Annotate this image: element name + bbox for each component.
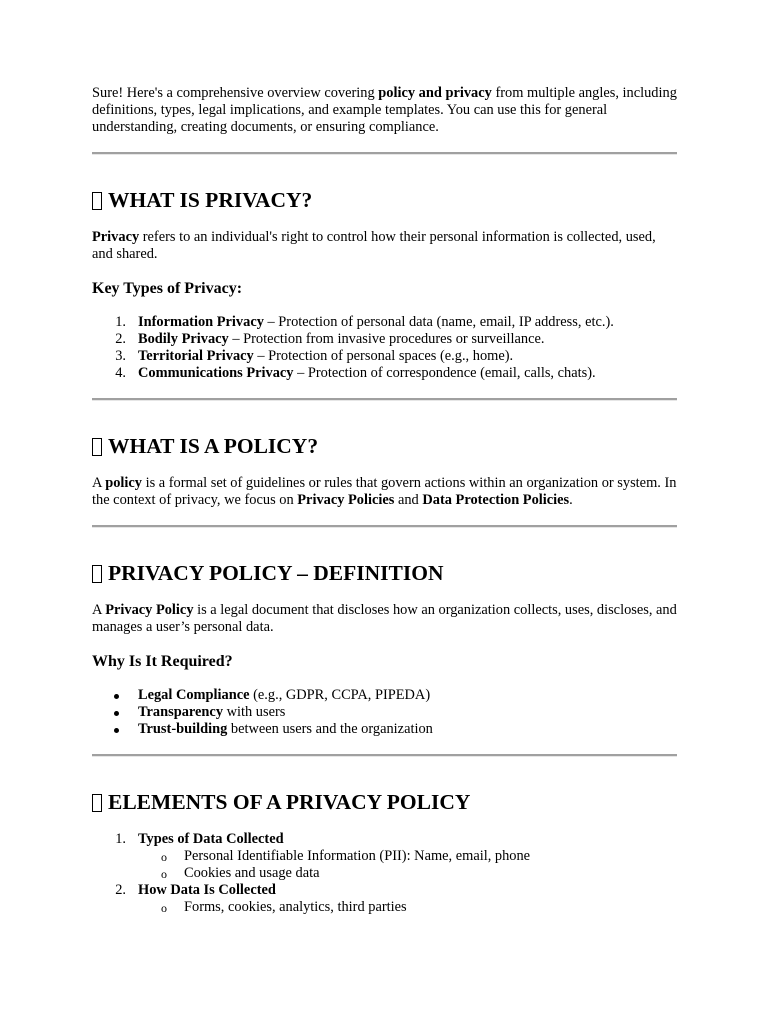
section-heading-elements: ELEMENTS OF A PRIVACY POLICY (92, 789, 677, 815)
missing-glyph-icon (92, 565, 102, 583)
privacy-policy-definition: A Privacy Policy is a legal document that discloses how an organization collects, uses, discloses, and manages a user’s personal data. (92, 602, 677, 635)
sub-list-item: o Personal Identifiable Information (PII): Name, email, phone (161, 848, 531, 864)
sub-list-item: o Forms, cookies, analytics, third parties (161, 899, 407, 915)
section-heading-privacy: WHAT IS PRIVACY? (92, 187, 677, 213)
sub-list (138, 848, 677, 882)
list-item: 2. Bodily Privacy – Protection from invasive procedures or surveillance. (115, 331, 545, 347)
privacy-types-list (92, 314, 677, 382)
section-heading-privacy-policy: PRIVACY POLICY – DEFINITION (92, 560, 677, 586)
missing-glyph-icon (92, 192, 102, 210)
subheading-why-required: Why Is It Required? (92, 653, 233, 670)
privacy-definition: Privacy refers to an individual's right to control how their personal information is collected, used, and shared. (92, 229, 656, 262)
list-item: Transparency with users (92, 704, 677, 721)
list-item: 4. Communications Privacy – Protection of correspondence (email, calls, chats). (115, 365, 596, 381)
divider (92, 398, 677, 401)
requirements-list (92, 687, 677, 738)
list-item: 1. Types of Data Collected o Personal Identifiable Information (PII): Name, email, phone o Cookies and usage data (92, 831, 677, 882)
bullet-icon (114, 711, 119, 716)
divider (92, 152, 677, 155)
circle-bullet-icon: o (161, 850, 167, 864)
circle-bullet-icon: o (161, 867, 167, 881)
list-item: 3. Territorial Privacy – Protection of personal spaces (e.g., home). (115, 348, 514, 364)
section-heading-policy: WHAT IS A POLICY? (92, 433, 677, 459)
subheading-key-types: Key Types of Privacy: (92, 280, 243, 297)
bullet-icon (114, 728, 119, 733)
sub-list (138, 899, 677, 916)
list-item: Trust-building between users and the organization (92, 721, 677, 738)
divider (92, 525, 677, 528)
missing-glyph-icon (92, 438, 102, 456)
policy-definition: A policy is a formal set of guidelines or rules that govern actions within an organization or system. In the context of privacy, we focus on Privacy Policies and Data Protection Policies. (92, 475, 677, 508)
document-body (92, 85, 677, 916)
list-item: Legal Compliance (e.g., GDPR, CCPA, PIPEDA) (92, 687, 677, 704)
elements-list (92, 831, 677, 916)
missing-glyph-icon (92, 794, 102, 812)
sub-list-item: o Cookies and usage data (161, 865, 320, 881)
bullet-icon (114, 694, 119, 699)
list-item: 1. Information Privacy – Protection of personal data (name, email, IP address, etc.). (115, 314, 614, 330)
list-item: 2. How Data Is Collected o Forms, cookies, analytics, third parties (92, 882, 677, 916)
intro-paragraph: Sure! Here's a comprehensive overview covering policy and privacy from multiple angles, including definitions, types, legal implications, and example templates. You can use this for general understanding, creating documents, or ensuring compliance. (92, 85, 677, 135)
circle-bullet-icon: o (161, 901, 167, 915)
divider (92, 754, 677, 757)
